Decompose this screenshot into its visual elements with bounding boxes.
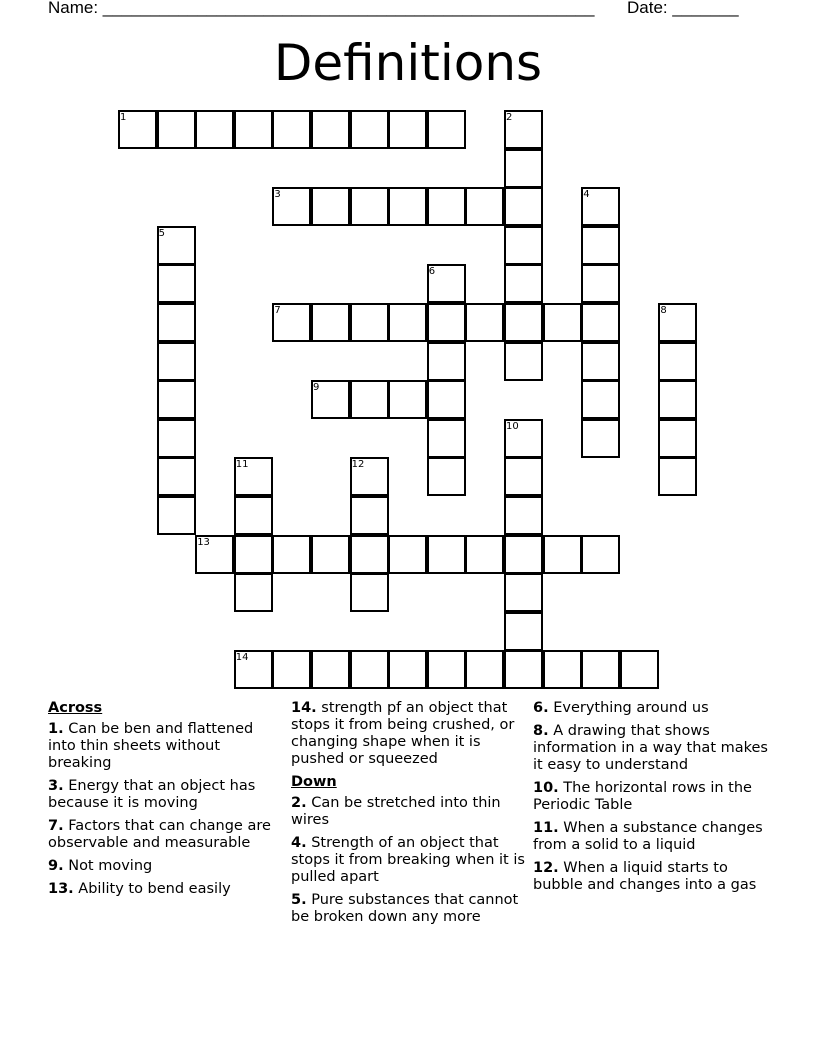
clue-text: Energy that an object has because it is moving bbox=[48, 778, 256, 811]
grid-cell[interactable] bbox=[157, 342, 196, 381]
clue-down-10 bbox=[533, 780, 773, 814]
grid-cell[interactable] bbox=[504, 303, 543, 342]
grid-cell[interactable] bbox=[234, 496, 273, 535]
clue-number: 3. bbox=[48, 778, 64, 794]
grid-cell[interactable] bbox=[427, 342, 466, 381]
cell-number: 4 bbox=[583, 189, 590, 201]
clue-number: 12. bbox=[533, 860, 559, 876]
grid-cell[interactable] bbox=[504, 149, 543, 188]
cell-number: 1 bbox=[120, 112, 127, 123]
grid-cell[interactable] bbox=[581, 342, 620, 381]
clue-number: 10. bbox=[533, 780, 559, 796]
clue-text: When a substance changes from a solid to a liquid bbox=[533, 820, 763, 853]
clue-number: 13. bbox=[48, 881, 74, 897]
across-heading: Across bbox=[48, 700, 103, 716]
grid-cell[interactable] bbox=[543, 650, 582, 689]
clue-down-11 bbox=[533, 820, 773, 854]
grid-cell[interactable] bbox=[388, 187, 427, 226]
clue-text: Everything around us bbox=[553, 700, 709, 716]
grid-cell[interactable] bbox=[427, 303, 466, 342]
cell-number: 9 bbox=[313, 382, 320, 394]
clue-column-2 bbox=[291, 700, 526, 932]
grid-cell[interactable] bbox=[658, 419, 697, 458]
grid-cell[interactable] bbox=[581, 419, 620, 458]
clue-down-5 bbox=[291, 892, 526, 926]
clue-text: strength pf an object that stops it from being crushed, or changing shape when it is pushed or squeezed bbox=[291, 700, 515, 767]
grid-cell[interactable] bbox=[658, 342, 697, 381]
clue-text: Pure substances that cannot be broken down any more bbox=[291, 892, 519, 925]
grid-cell[interactable] bbox=[427, 419, 466, 458]
clue-down-12 bbox=[533, 860, 773, 894]
clue-text: Strength of an object that stops it from breaking when it is pulled apart bbox=[291, 835, 525, 885]
clue-number: 7. bbox=[48, 818, 64, 834]
grid-cell[interactable] bbox=[311, 303, 350, 342]
clue-number: 14. bbox=[291, 700, 317, 716]
grid-cell[interactable] bbox=[465, 650, 504, 689]
clue-text: A drawing that shows information in a way that makes it easy to understand bbox=[533, 723, 768, 773]
grid-cell[interactable] bbox=[311, 110, 350, 149]
grid-cell[interactable] bbox=[350, 496, 389, 535]
cell-number: 12 bbox=[351, 459, 365, 471]
grid-cell[interactable] bbox=[234, 573, 273, 612]
clue-across-7 bbox=[48, 818, 273, 852]
grid-cell[interactable] bbox=[350, 650, 389, 689]
grid-cell[interactable] bbox=[157, 110, 196, 149]
clue-number: 5. bbox=[291, 892, 307, 908]
grid-cell[interactable] bbox=[157, 264, 196, 303]
clue-across-3 bbox=[48, 778, 273, 812]
grid-cell[interactable] bbox=[350, 187, 389, 226]
grid-cell[interactable] bbox=[465, 187, 504, 226]
grid-cell[interactable] bbox=[350, 110, 389, 149]
grid-cell[interactable] bbox=[350, 380, 389, 419]
grid-cell[interactable] bbox=[427, 380, 466, 419]
grid-cell[interactable] bbox=[234, 110, 273, 149]
clue-across-14 bbox=[291, 700, 526, 768]
grid-cell[interactable] bbox=[504, 496, 543, 535]
grid-cell[interactable] bbox=[350, 573, 389, 612]
clue-text: Can be ben and flattened into thin sheets without breaking bbox=[48, 721, 254, 771]
grid-cell[interactable] bbox=[581, 303, 620, 342]
name-field[interactable]: Name: ____________________________________________________ bbox=[48, 0, 595, 17]
grid-cell[interactable] bbox=[465, 535, 504, 574]
clue-column-3 bbox=[533, 700, 773, 900]
grid-cell[interactable] bbox=[504, 612, 543, 651]
grid-cell[interactable] bbox=[311, 535, 350, 574]
down-heading: Down bbox=[291, 774, 337, 790]
clue-down-4 bbox=[291, 835, 526, 886]
clue-number: 2. bbox=[291, 795, 307, 811]
grid-cell[interactable] bbox=[195, 110, 234, 149]
clue-column-1 bbox=[48, 700, 273, 904]
grid-cell[interactable] bbox=[157, 496, 196, 535]
clue-text: Factors that can change are observable and measurable bbox=[48, 818, 271, 851]
cell-number: 3 bbox=[274, 189, 281, 201]
grid-cell[interactable] bbox=[272, 110, 311, 149]
cell-number: 11 bbox=[235, 459, 249, 471]
grid-cell[interactable] bbox=[311, 650, 350, 689]
grid-cell[interactable] bbox=[581, 380, 620, 419]
grid-cell[interactable] bbox=[157, 419, 196, 458]
clue-down-8 bbox=[533, 723, 773, 774]
grid-cell[interactable] bbox=[427, 457, 466, 496]
grid-cell[interactable] bbox=[504, 342, 543, 381]
grid-cell[interactable] bbox=[157, 457, 196, 496]
clue-text: When a liquid starts to bubble and changes into a gas bbox=[533, 860, 757, 893]
grid-cell[interactable] bbox=[350, 303, 389, 342]
grid-cell[interactable] bbox=[388, 303, 427, 342]
cell-number: 13 bbox=[197, 536, 210, 548]
clue-across-1 bbox=[48, 721, 273, 772]
grid-cell[interactable] bbox=[388, 110, 427, 149]
cell-number: 2 bbox=[506, 112, 513, 123]
clue-text: The horizontal rows in the Periodic Table bbox=[533, 780, 752, 813]
grid-cell[interactable] bbox=[504, 650, 543, 689]
grid-cell[interactable] bbox=[620, 650, 659, 689]
grid-cell[interactable] bbox=[427, 110, 466, 149]
clue-text: Not moving bbox=[68, 858, 153, 874]
page-title: Definitions bbox=[273, 34, 543, 92]
clue-number: 8. bbox=[533, 723, 549, 739]
clue-number: 4. bbox=[291, 835, 307, 851]
grid-cell[interactable] bbox=[658, 457, 697, 496]
grid-cell[interactable] bbox=[234, 535, 273, 574]
grid-cell[interactable] bbox=[350, 535, 389, 574]
date-field[interactable]: Date: _______ bbox=[627, 0, 739, 17]
grid-cell[interactable] bbox=[427, 187, 466, 226]
grid-cell[interactable] bbox=[504, 264, 543, 303]
grid-cell[interactable] bbox=[504, 573, 543, 612]
grid-cell[interactable] bbox=[388, 535, 427, 574]
clue-down-6 bbox=[533, 700, 773, 717]
cell-number: 14 bbox=[235, 652, 249, 664]
grid-cell[interactable] bbox=[465, 303, 504, 342]
grid-cell[interactable] bbox=[157, 380, 196, 419]
grid-cell[interactable] bbox=[543, 535, 582, 574]
grid-cell[interactable] bbox=[581, 264, 620, 303]
grid-cell[interactable] bbox=[504, 457, 543, 496]
clue-text: Ability to bend easily bbox=[78, 881, 231, 897]
grid-cell[interactable] bbox=[427, 650, 466, 689]
grid-cell[interactable] bbox=[581, 535, 620, 574]
clue-number: 1. bbox=[48, 721, 64, 737]
clue-down-2 bbox=[291, 795, 526, 829]
grid-cell[interactable] bbox=[311, 187, 350, 226]
grid-cell[interactable] bbox=[581, 650, 620, 689]
clue-number: 11. bbox=[533, 820, 559, 836]
grid-cell[interactable] bbox=[504, 187, 543, 226]
clue-text: Can be stretched into thin wires bbox=[291, 795, 501, 828]
grid-cell[interactable] bbox=[543, 303, 582, 342]
cell-number: 8 bbox=[660, 305, 667, 316]
grid-cell[interactable] bbox=[581, 226, 620, 265]
cell-number: 5 bbox=[158, 227, 165, 239]
clue-across-9 bbox=[48, 858, 273, 875]
clue-number: 6. bbox=[533, 700, 549, 716]
grid-cell[interactable] bbox=[272, 535, 311, 574]
cell-number: 6 bbox=[428, 266, 436, 278]
grid-cell[interactable] bbox=[388, 650, 427, 689]
grid-cell[interactable] bbox=[157, 303, 196, 342]
grid-cell[interactable] bbox=[658, 380, 697, 419]
grid-cell[interactable] bbox=[388, 380, 427, 419]
clue-number: 9. bbox=[48, 858, 64, 874]
cell-number: 7 bbox=[274, 305, 281, 316]
grid-cell[interactable] bbox=[272, 650, 311, 689]
grid-cell[interactable] bbox=[427, 535, 466, 574]
clue-across-13 bbox=[48, 881, 273, 898]
grid-cell[interactable] bbox=[504, 226, 543, 265]
cell-number: 10 bbox=[506, 420, 519, 432]
grid-cell[interactable] bbox=[504, 535, 543, 574]
